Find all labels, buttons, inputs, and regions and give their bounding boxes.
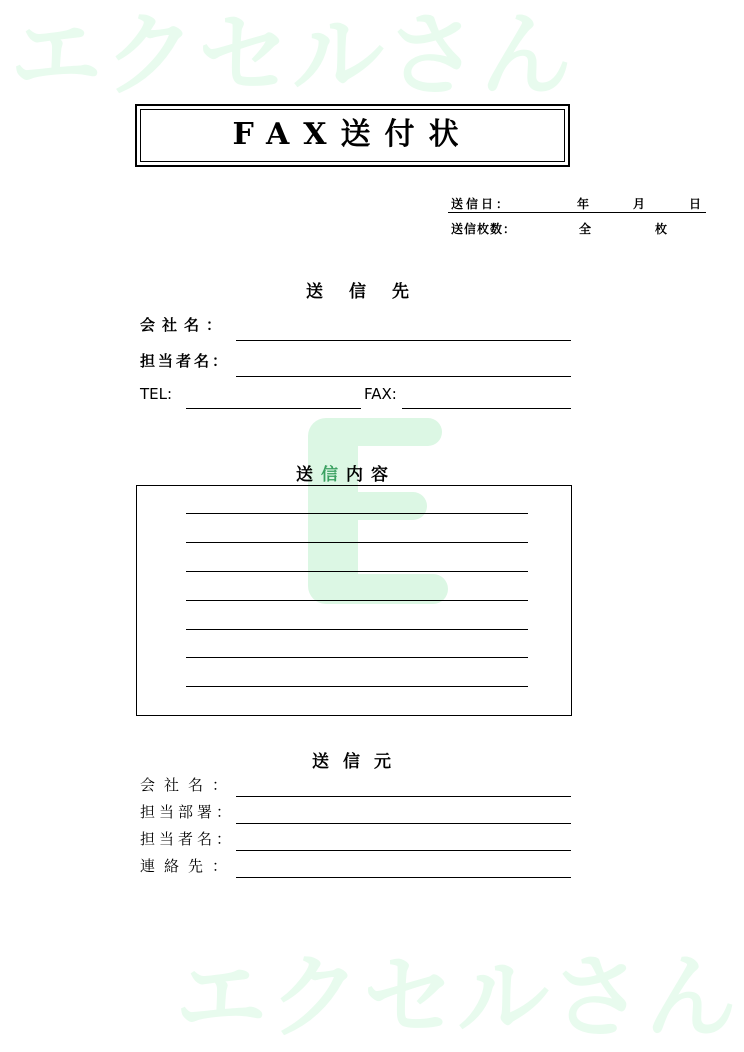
sender-person-field[interactable] bbox=[236, 850, 571, 851]
date-underline bbox=[448, 212, 706, 213]
content-heading-part-b: 信 bbox=[321, 465, 346, 485]
watermark-top: エクセルさん bbox=[10, 2, 575, 109]
content-heading-part-c: 内容 bbox=[346, 465, 396, 485]
content-line-7[interactable] bbox=[186, 686, 528, 687]
year-label: 年 bbox=[577, 197, 593, 211]
all-label: 全 bbox=[579, 222, 595, 236]
sender-department-field[interactable] bbox=[236, 823, 571, 824]
recipient-company-label: 会社名： bbox=[140, 316, 229, 334]
content-line-2[interactable] bbox=[186, 542, 528, 543]
sender-contact-field[interactable] bbox=[236, 877, 571, 878]
month-label: 月 bbox=[633, 197, 649, 211]
pages-label: 送信枚数： bbox=[451, 222, 517, 236]
sender-contact-label: 連絡先： bbox=[140, 857, 237, 875]
content-line-5[interactable] bbox=[186, 629, 528, 630]
sender-person-label: 担当者名： bbox=[140, 830, 236, 848]
recipient-tel-field[interactable] bbox=[186, 408, 361, 409]
content-line-1[interactable] bbox=[186, 513, 528, 514]
content-line-3[interactable] bbox=[186, 571, 528, 572]
content-heading bbox=[296, 460, 396, 485]
sender-heading: 送信元 bbox=[312, 752, 405, 772]
recipient-person-field[interactable] bbox=[236, 376, 571, 377]
recipient-tel-label: TEL: bbox=[140, 385, 173, 403]
pages-unit-label: 枚 bbox=[655, 222, 671, 236]
sender-company-label: 会社名： bbox=[140, 776, 237, 794]
content-heading-part-a: 送 bbox=[296, 465, 321, 485]
recipient-fax-label: FAX: bbox=[364, 385, 397, 403]
recipient-heading: 送信先 bbox=[306, 282, 435, 302]
sender-department-label: 担当部署： bbox=[140, 803, 236, 821]
day-label: 日 bbox=[689, 197, 705, 211]
date-label: 送信日： bbox=[451, 197, 512, 211]
content-line-4[interactable] bbox=[186, 600, 528, 601]
content-line-6[interactable] bbox=[186, 657, 528, 658]
recipient-fax-field[interactable] bbox=[402, 408, 571, 409]
title-box bbox=[135, 104, 570, 167]
sender-company-field[interactable] bbox=[236, 796, 571, 797]
page-title: FAX送付状 bbox=[232, 117, 473, 152]
recipient-person-label: 担当者名： bbox=[140, 352, 231, 370]
watermark-bottom: エクセルさん bbox=[175, 944, 740, 1051]
recipient-company-field[interactable] bbox=[236, 340, 571, 341]
